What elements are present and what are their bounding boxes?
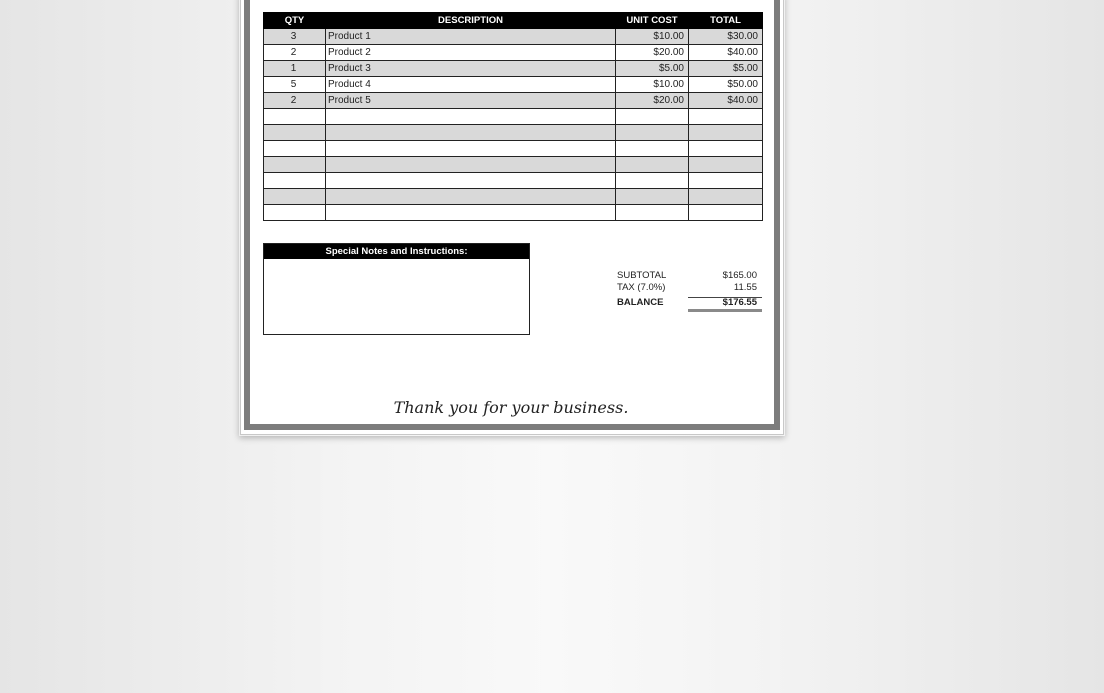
- cell-description: [326, 157, 616, 173]
- totals-block: [617, 270, 762, 309]
- cell-total: [689, 205, 763, 221]
- cell-total: [689, 157, 763, 173]
- cell-description: [326, 109, 616, 125]
- cell-description: [326, 173, 616, 189]
- cell-description: Product 2: [326, 45, 616, 61]
- cell-qty: [264, 109, 326, 125]
- cell-unit-cost: [616, 141, 689, 157]
- subtotal-label: SUBTOTAL: [617, 270, 667, 281]
- cell-unit-cost: [616, 109, 689, 125]
- cell-qty: [264, 157, 326, 173]
- special-notes-box[interactable]: [263, 243, 530, 335]
- header-qty: QTY: [264, 13, 326, 29]
- cell-description: Product 3: [326, 61, 616, 77]
- cell-total: [689, 109, 763, 125]
- balance-divider: [688, 297, 762, 298]
- cell-unit-cost: $10.00: [616, 29, 689, 45]
- cell-total: $30.00: [689, 29, 763, 45]
- tax-value: 11.55: [733, 282, 757, 293]
- cell-total: $40.00: [689, 93, 763, 109]
- table-row: [264, 125, 763, 141]
- balance-value: $176.55: [722, 297, 757, 308]
- notes-header: Special Notes and Instructions:: [264, 244, 529, 259]
- cell-total: [689, 173, 763, 189]
- cell-total: [689, 141, 763, 157]
- cell-qty: [264, 141, 326, 157]
- cell-description: [326, 141, 616, 157]
- cell-qty: 2: [264, 93, 326, 109]
- cell-total: $5.00: [689, 61, 763, 77]
- cell-description: [326, 205, 616, 221]
- cell-qty: [264, 125, 326, 141]
- table-row: [264, 45, 763, 61]
- cell-qty: [264, 205, 326, 221]
- balance-underline: [688, 309, 762, 312]
- tax-row: [617, 282, 762, 294]
- cell-unit-cost: $20.00: [616, 45, 689, 61]
- cell-total: $50.00: [689, 77, 763, 93]
- table-row: [264, 77, 763, 93]
- table-row: [264, 93, 763, 109]
- table-row: [264, 29, 763, 45]
- cell-qty: [264, 173, 326, 189]
- table-row: [264, 141, 763, 157]
- table-row: [264, 157, 763, 173]
- cell-unit-cost: $5.00: [616, 61, 689, 77]
- cell-unit-cost: [616, 125, 689, 141]
- table-row: [264, 109, 763, 125]
- tax-label: TAX (7.0%): [617, 282, 666, 293]
- thank-you-message: Thank you for your business.: [393, 398, 629, 417]
- cell-qty: 2: [264, 45, 326, 61]
- cell-unit-cost: [616, 157, 689, 173]
- table-row: [264, 173, 763, 189]
- table-row: [264, 61, 763, 77]
- table-row: [264, 205, 763, 221]
- cell-qty: 5: [264, 77, 326, 93]
- cell-qty: 1: [264, 61, 326, 77]
- line-items-table: [263, 12, 763, 221]
- cell-qty: 3: [264, 29, 326, 45]
- cell-total: [689, 189, 763, 205]
- cell-unit-cost: [616, 173, 689, 189]
- table-row: [264, 189, 763, 205]
- balance-row: [617, 297, 762, 309]
- cell-unit-cost: [616, 205, 689, 221]
- cell-total: [689, 125, 763, 141]
- cell-total: $40.00: [689, 45, 763, 61]
- header-unit-cost: UNIT COST: [616, 13, 689, 29]
- cell-description: Product 5: [326, 93, 616, 109]
- cell-description: [326, 189, 616, 205]
- cell-unit-cost: $20.00: [616, 93, 689, 109]
- balance-label: BALANCE: [617, 297, 664, 308]
- cell-unit-cost: $10.00: [616, 77, 689, 93]
- header-total: TOTAL: [689, 13, 763, 29]
- subtotal-row: [617, 270, 762, 282]
- cell-unit-cost: [616, 189, 689, 205]
- cell-qty: [264, 189, 326, 205]
- cell-description: Product 4: [326, 77, 616, 93]
- subtotal-value: $165.00: [722, 270, 757, 281]
- header-description: DESCRIPTION: [326, 13, 616, 29]
- cell-description: [326, 125, 616, 141]
- cell-description: Product 1: [326, 29, 616, 45]
- table-header-row: [264, 13, 763, 29]
